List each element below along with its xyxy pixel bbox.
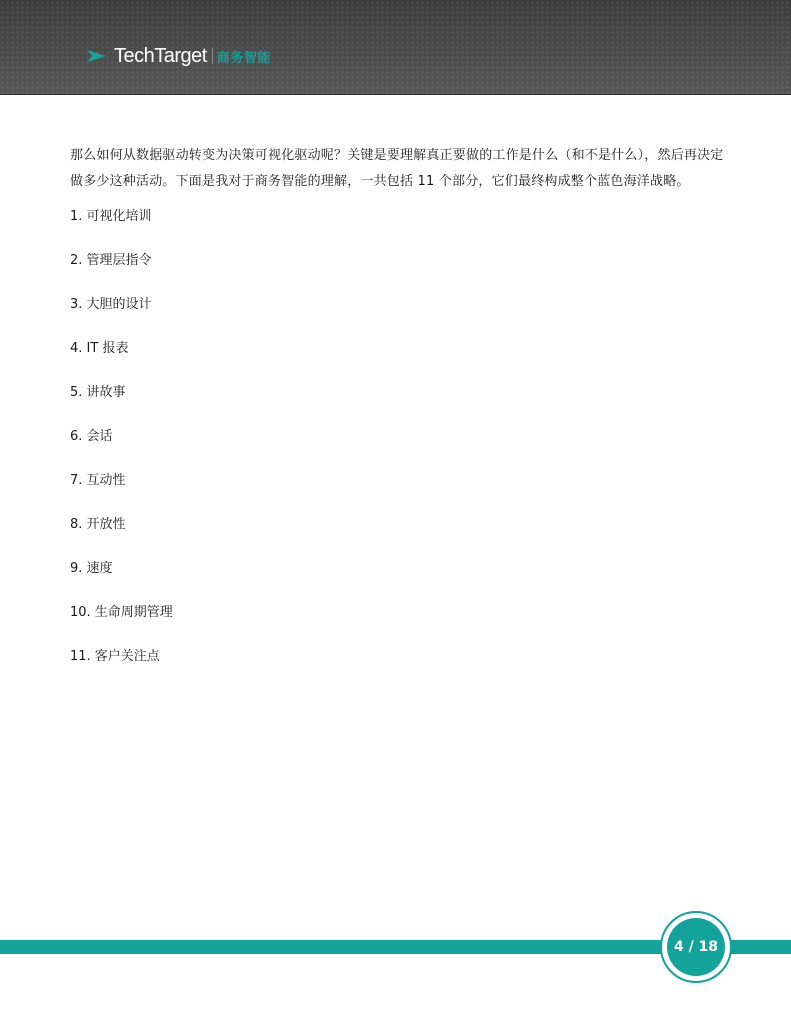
- header-bar: [0, 0, 791, 95]
- list-item: 2. 管理层指令: [70, 253, 152, 268]
- page-indicator-badge: [660, 911, 732, 983]
- list-item: 8. 开放性: [70, 517, 126, 532]
- arrow-chevron-icon: [86, 49, 108, 63]
- list-item: 9. 速度: [70, 561, 113, 576]
- list-item: 4. IT 报表: [70, 341, 129, 356]
- numbered-list: [70, 208, 730, 692]
- logo-divider: [212, 48, 213, 64]
- logo-brand-text: TechTarget: [114, 44, 207, 67]
- list-item: 6. 会话: [70, 429, 113, 444]
- list-item: 1. 可视化培训: [70, 209, 152, 224]
- list-item: 3. 大胆的设计: [70, 297, 152, 312]
- document-body: [70, 143, 730, 692]
- intro-paragraph: 那么如何从数据驱动转变为决策可视化驱动呢？关键是要理解真正要做的工作是什么（和不是什么），然后再决定做多少这种活动。下面是我对于商务智能的理解，一共包括 11 个部分，它们最终构成整个蓝色海洋战略。: [70, 148, 724, 189]
- techtarget-logo: [86, 41, 271, 71]
- list-item: 10. 生命周期管理: [70, 605, 173, 620]
- list-item: 11. 客户关注点: [70, 649, 160, 664]
- list-item: 5. 讲故事: [70, 385, 126, 400]
- page-number: 4 / 18: [667, 918, 725, 976]
- list-item: 7. 互动性: [70, 473, 126, 488]
- logo-subbrand-text: 商务智能: [216, 50, 271, 66]
